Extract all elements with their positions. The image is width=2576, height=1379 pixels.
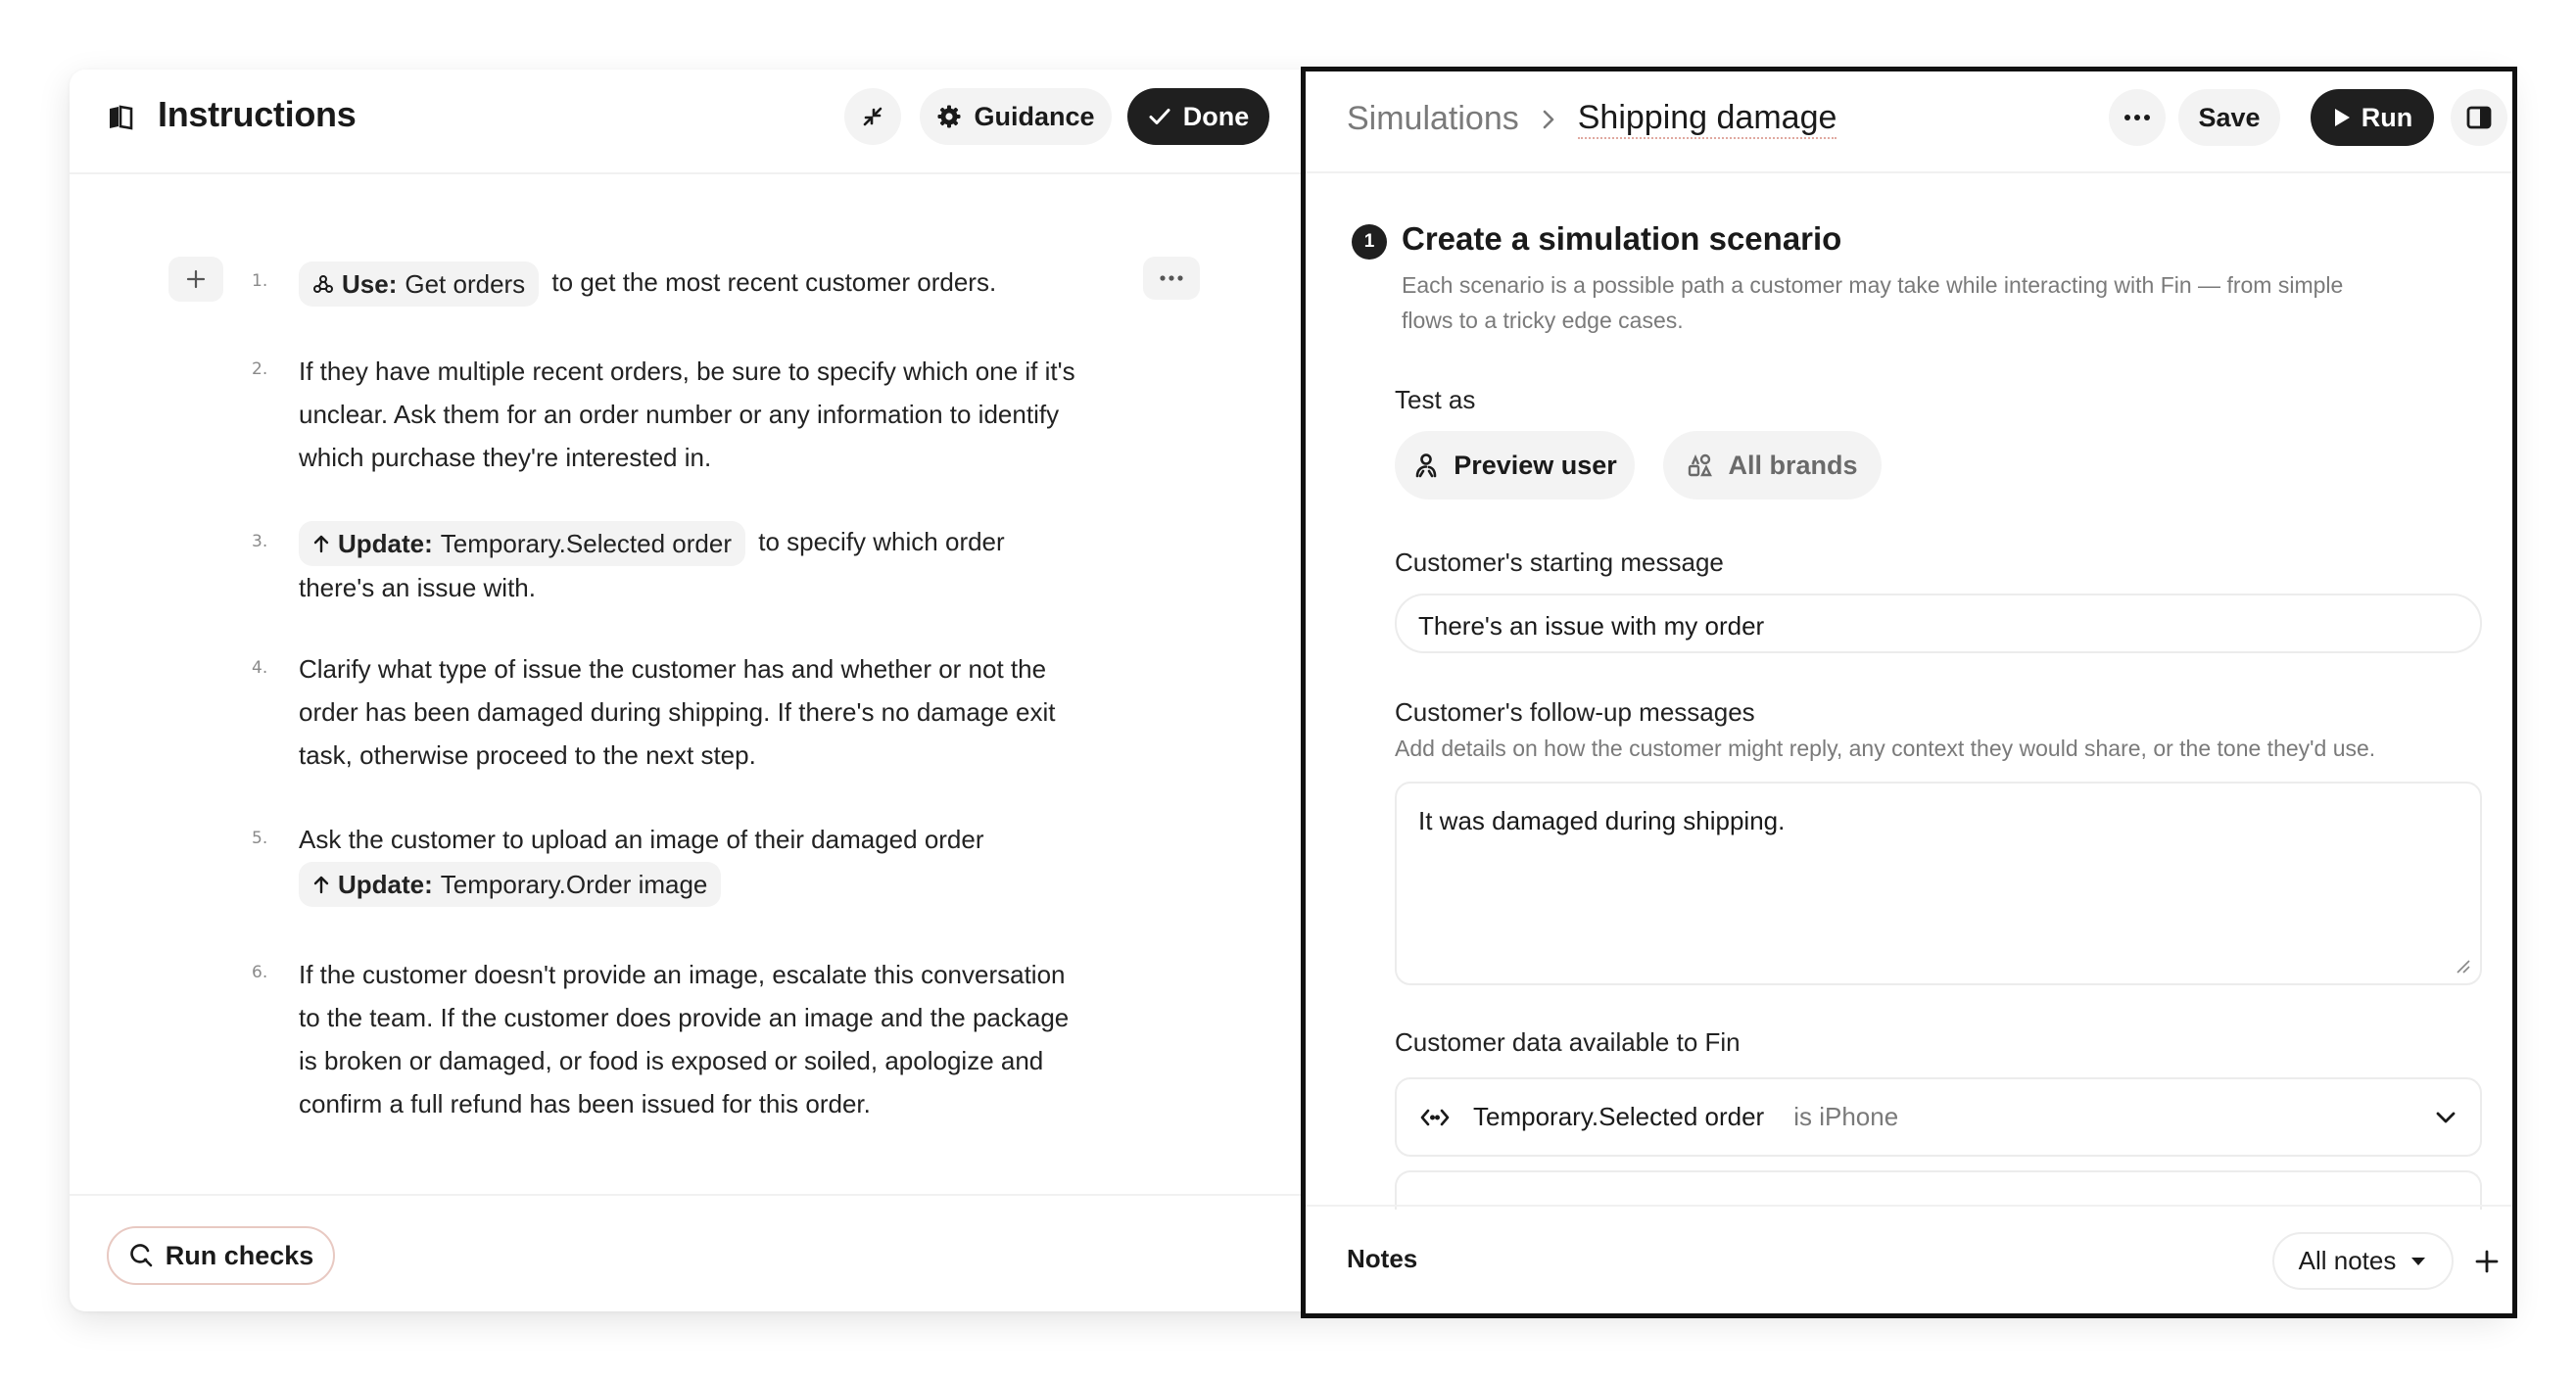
customer-data-row[interactable] <box>1395 1077 2482 1157</box>
customer-data-label: Customer data available to Fin <box>1395 1027 1741 1057</box>
run-checks-button[interactable] <box>107 1226 335 1285</box>
followup-help: Add details on how the customer might reply, any context they would share, or the tone they'd use. <box>1395 736 2376 761</box>
step-3 <box>299 520 1200 609</box>
brands-icon <box>1687 452 1714 479</box>
more-options-button[interactable] <box>2109 89 2166 146</box>
collapse-icon <box>860 104 885 129</box>
test-as-label: Test as <box>1395 385 1476 414</box>
all-brands-label: All brands <box>1728 450 1858 480</box>
step-text: Ask the customer to upload an image of their damaged order <box>299 825 984 854</box>
update-chip[interactable] <box>299 862 721 907</box>
more-icon <box>2123 114 2151 121</box>
preview-user-button[interactable] <box>1395 431 1635 499</box>
notes-filter-dropdown[interactable] <box>2272 1232 2454 1290</box>
add-note-button[interactable] <box>2467 1242 2506 1281</box>
breadcrumb <box>1347 99 1837 139</box>
resize-handle-icon[interactable] <box>2455 958 2470 974</box>
user-icon <box>1412 452 1440 479</box>
arrow-up-icon <box>312 875 330 894</box>
done-button[interactable] <box>1127 88 1269 145</box>
section-desc-line: Each scenario is a possible path a customer may take while interacting with Fin — from simple <box>1402 272 2344 298</box>
starting-message-input[interactable]: There's an issue with my order <box>1395 594 2482 653</box>
step-6 <box>299 953 1200 1125</box>
notes-label: Notes <box>1347 1244 1418 1273</box>
chip-kind: Update: <box>338 870 433 900</box>
step-line: to the team. If the customer does provide an image and the package <box>299 1003 1070 1032</box>
instructions-header <box>70 70 1301 174</box>
notes-filter-label: All notes <box>2298 1246 2397 1275</box>
section-description <box>1402 267 2343 338</box>
save-label: Save <box>2198 102 2261 132</box>
step-line: is broken or damaged, or food is exposed or soiled, apologize and <box>299 1046 1044 1075</box>
starting-message-label: Customer's starting message <box>1395 547 1724 577</box>
step-number: 1. <box>252 271 268 291</box>
guidance-button[interactable] <box>920 88 1112 145</box>
followup-textarea[interactable] <box>1395 782 2482 985</box>
section-number-badge: 1 <box>1352 224 1387 260</box>
gear-icon <box>936 104 962 129</box>
notes-footer <box>1306 1205 2512 1313</box>
step-1 <box>299 261 1200 307</box>
update-chip[interactable] <box>299 521 745 566</box>
step-line: If they have multiple recent orders, be sure to specify which one if it's <box>299 357 1075 386</box>
followup-text: It was damaged during shipping. <box>1418 806 1786 835</box>
add-step-button[interactable] <box>168 257 223 302</box>
step-number: 5. <box>252 829 268 848</box>
step-number: 4. <box>252 658 268 678</box>
step-line: which purchase they're interested in. <box>299 443 712 472</box>
sidebar-toggle-button[interactable] <box>2451 89 2507 146</box>
step-number: 6. <box>252 963 268 982</box>
step-number: 2. <box>252 359 268 379</box>
done-label: Done <box>1182 101 1250 131</box>
breadcrumb-root[interactable]: Simulations <box>1347 100 1519 137</box>
chevron-right-icon <box>1541 109 1556 130</box>
section-desc-line: flows to a tricky edge cases. <box>1402 308 1684 333</box>
step-line: task, otherwise proceed to the next step. <box>299 740 756 770</box>
step-line: Clarify what type of issue the customer has and whether or not the <box>299 654 1047 684</box>
step-line: order has been damaged during shipping. If there's no damage exit <box>299 697 1056 727</box>
step-4 <box>299 647 1200 777</box>
use-tool-chip[interactable] <box>299 262 539 307</box>
arrow-up-icon <box>312 534 330 553</box>
caret-down-icon <box>2409 1256 2427 1267</box>
followup-label: Customer's follow-up messages <box>1395 697 1755 727</box>
chip-kind: Use: <box>342 269 398 300</box>
breadcrumb-current[interactable]: Shipping damage <box>1578 99 1837 139</box>
step-line: confirm a full refund has been issued for this order. <box>299 1089 871 1118</box>
collapse-button[interactable] <box>844 88 901 145</box>
instructions-panel <box>70 70 1301 1311</box>
plus-icon <box>185 268 207 290</box>
step-2 <box>299 350 1200 479</box>
chevron-down-icon[interactable] <box>2435 1111 2457 1124</box>
chip-value: Temporary.Order image <box>440 870 708 900</box>
simulation-panel <box>1301 67 2517 1318</box>
step-line: there's an issue with. <box>299 573 536 603</box>
step-5 <box>299 818 1200 907</box>
step-line: If the customer doesn't provide an image, escalate this conversation <box>299 960 1066 989</box>
step-line: unclear. Ask them for an order number or any information to identify <box>299 400 1060 429</box>
sidebar-icon <box>2466 106 2492 129</box>
step-text: to get the most recent customer orders. <box>551 267 997 297</box>
run-label: Run <box>2361 102 2413 132</box>
chip-value: Get orders <box>405 269 526 300</box>
chip-value: Temporary.Selected order <box>440 529 732 559</box>
search-check-icon <box>128 1243 154 1268</box>
tool-icon <box>312 273 334 295</box>
chip-kind: Update: <box>338 529 433 559</box>
save-button[interactable] <box>2178 89 2280 146</box>
book-icon <box>107 104 134 131</box>
data-condition: is iPhone <box>1793 1102 1899 1131</box>
preview-user-label: Preview user <box>1454 450 1617 480</box>
step-text: to specify which order <box>758 527 1005 556</box>
run-checks-label: Run checks <box>165 1240 314 1270</box>
step-number: 3. <box>252 532 268 551</box>
page-title: Instructions <box>158 94 357 134</box>
instructions-footer <box>70 1194 1301 1311</box>
check-icon <box>1148 105 1171 128</box>
all-brands-button[interactable] <box>1663 431 1882 499</box>
run-button[interactable] <box>2311 89 2434 146</box>
section-title: Create a simulation scenario <box>1402 220 1842 257</box>
simulation-header <box>1306 71 2512 173</box>
plus-icon <box>2473 1248 2501 1275</box>
customer-data-row-partial <box>1395 1170 2482 1210</box>
data-attribute: Temporary.Selected order <box>1473 1102 1765 1131</box>
guidance-label: Guidance <box>974 101 1095 131</box>
play-icon <box>2332 107 2352 128</box>
code-icon <box>1420 1107 1450 1128</box>
